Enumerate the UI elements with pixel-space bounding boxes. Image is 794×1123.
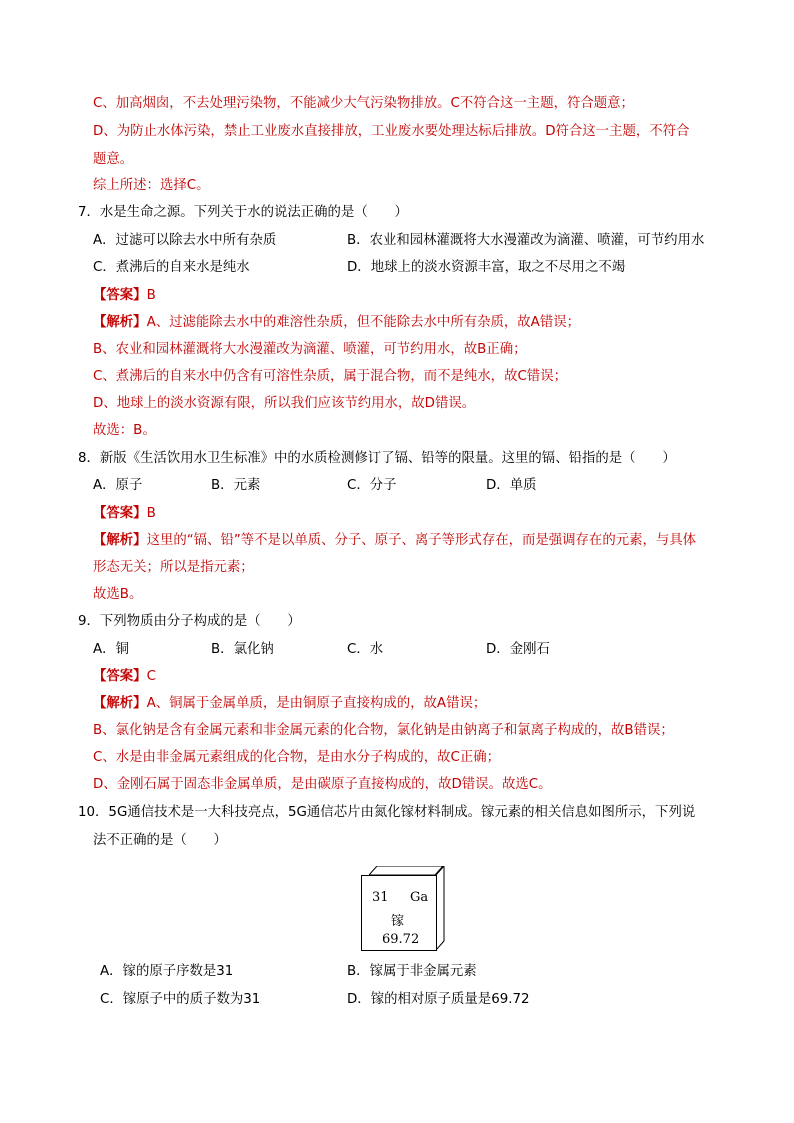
analysis-tag: 【解析】 <box>93 696 147 711</box>
q7-conclusion: 故选：B。 <box>93 423 156 438</box>
q7-option-d: D．地球上的淡水资源丰富，取之不尽用之不竭 <box>347 260 626 275</box>
q9-analysis-c: C、水是由非金属元素组成的化合物，是由水分子构成的，故C正确； <box>93 750 501 765</box>
answer-tag: 【答案】 <box>93 288 147 303</box>
answer-tag: 【答案】 <box>93 669 147 684</box>
q9-option-b: B．氯化钠 <box>211 642 274 657</box>
q8-option-d: D．单质 <box>486 478 537 493</box>
element-symbol: Ga <box>410 890 429 905</box>
q7-analysis-d: D、地球上的淡水资源有限，所以我们应该节约用水，故D错误。 <box>93 396 476 411</box>
q9-answer <box>93 667 156 687</box>
q8-answer <box>93 504 156 524</box>
answer-value: B <box>146 506 156 521</box>
q7-option-c: C．煮沸后的自来水是纯水 <box>93 260 250 275</box>
q8-conclusion: 故选B。 <box>93 587 143 602</box>
q9-stem: 9．下列物质由分子构成的是（ ） <box>78 614 301 629</box>
analysis-line-d: D、为防止水体污染，禁止工业废水直接排放，工业废水要处理达标后排放。D符合这一主题，不符合 <box>93 124 690 139</box>
q10-option-a: A．镓的原子序数是31 <box>100 964 234 979</box>
q7-analysis-b: B、农业和园林灌溉将大水漫灌改为滴灌、喷灌，可节约用水，故B正确； <box>93 342 527 357</box>
q7-analysis-a <box>93 313 580 333</box>
analysis-line-d-cont: 题意。 <box>93 152 134 167</box>
analysis-tag: 【解析】 <box>93 315 147 330</box>
q8-stem: 8．新版《生活饮用水卫生标准》中的水质检测修订了镉、铅等的限量。这里的镉、铅指的是（ ） <box>78 451 676 466</box>
answer-tag: 【答案】 <box>93 506 147 521</box>
q7-analysis-c: C、煮沸后的自来水中仍含有可溶性杂质，属于混合物，而不是纯水，故C错误； <box>93 369 567 384</box>
element-card-side-face <box>436 866 445 950</box>
q9-analysis-a <box>93 694 486 714</box>
q9-option-c: C．水 <box>347 642 384 657</box>
q8-analysis-1 <box>93 531 696 551</box>
element-atomic-number: 31 <box>372 890 389 905</box>
analysis-text: 这里的“镉、铅”等不是以单质、分子、原子、离子等形式存在，而是强调存在的元素，与具体 <box>146 533 697 548</box>
q9-analysis-b: B、氯化钠是含有金属元素和非金属元素的化合物，氯化钠是由钠离子和氯离子构成的，故B错误； <box>93 723 674 738</box>
q8-option-a: A．原子 <box>93 478 143 493</box>
q10-option-c: C．镓原子中的质子数为31 <box>100 992 261 1007</box>
analysis-line-c: C、加高烟囱，不去处理污染物，不能减少大气污染物排放。C不符合这一主题，符合题意； <box>93 96 634 111</box>
q8-analysis-2: 形态无关；所以是指元素； <box>93 560 254 575</box>
analysis-text: A、过滤能除去水中的难溶性杂质，但不能除去水中所有杂质，故A错误； <box>146 315 580 330</box>
q9-analysis-d: D、金刚石属于固态非金属单质，是由碳原子直接构成的，故D错误。故选C。 <box>93 777 552 792</box>
q10-stem: 10．5G通信技术是一大科技亮点，5G通信芯片由氮化镓材料制成。镓元素的相关信息如图所示，下列说 <box>78 805 696 820</box>
q7-option-b: B．农业和园林灌溉将大水漫灌改为滴灌、喷灌，可节约用水 <box>347 233 705 248</box>
q9-option-a: A．铜 <box>93 642 129 657</box>
q9-option-d: D．金刚石 <box>486 642 550 657</box>
q8-option-b: B．元素 <box>211 478 261 493</box>
analysis-text: A、铜属于金属单质，是由铜原子直接构成的，故A错误； <box>146 696 487 711</box>
q7-option-a: A．过滤可以除去水中所有杂质 <box>93 233 277 248</box>
q10-option-d: D．镓的相对原子质量是69.72 <box>347 992 530 1007</box>
element-atomic-mass: 69.72 <box>382 932 420 947</box>
answer-value: C <box>146 669 156 684</box>
analysis-tag: 【解析】 <box>93 533 147 548</box>
q10-stem-cont: 法不正确的是（ ） <box>93 833 227 848</box>
q7-answer <box>93 286 156 306</box>
element-card <box>361 875 437 951</box>
q7-stem: 7．水是生命之源。下列关于水的说法正确的是（ ） <box>78 205 408 220</box>
analysis-summary: 综上所述：选择C。 <box>93 178 210 193</box>
answer-value: B <box>146 288 156 303</box>
element-card-top-face <box>369 866 443 875</box>
q8-option-c: C．分子 <box>347 478 397 493</box>
element-name: 镓 <box>391 914 405 929</box>
q10-option-b: B．镓属于非金属元素 <box>347 964 477 979</box>
